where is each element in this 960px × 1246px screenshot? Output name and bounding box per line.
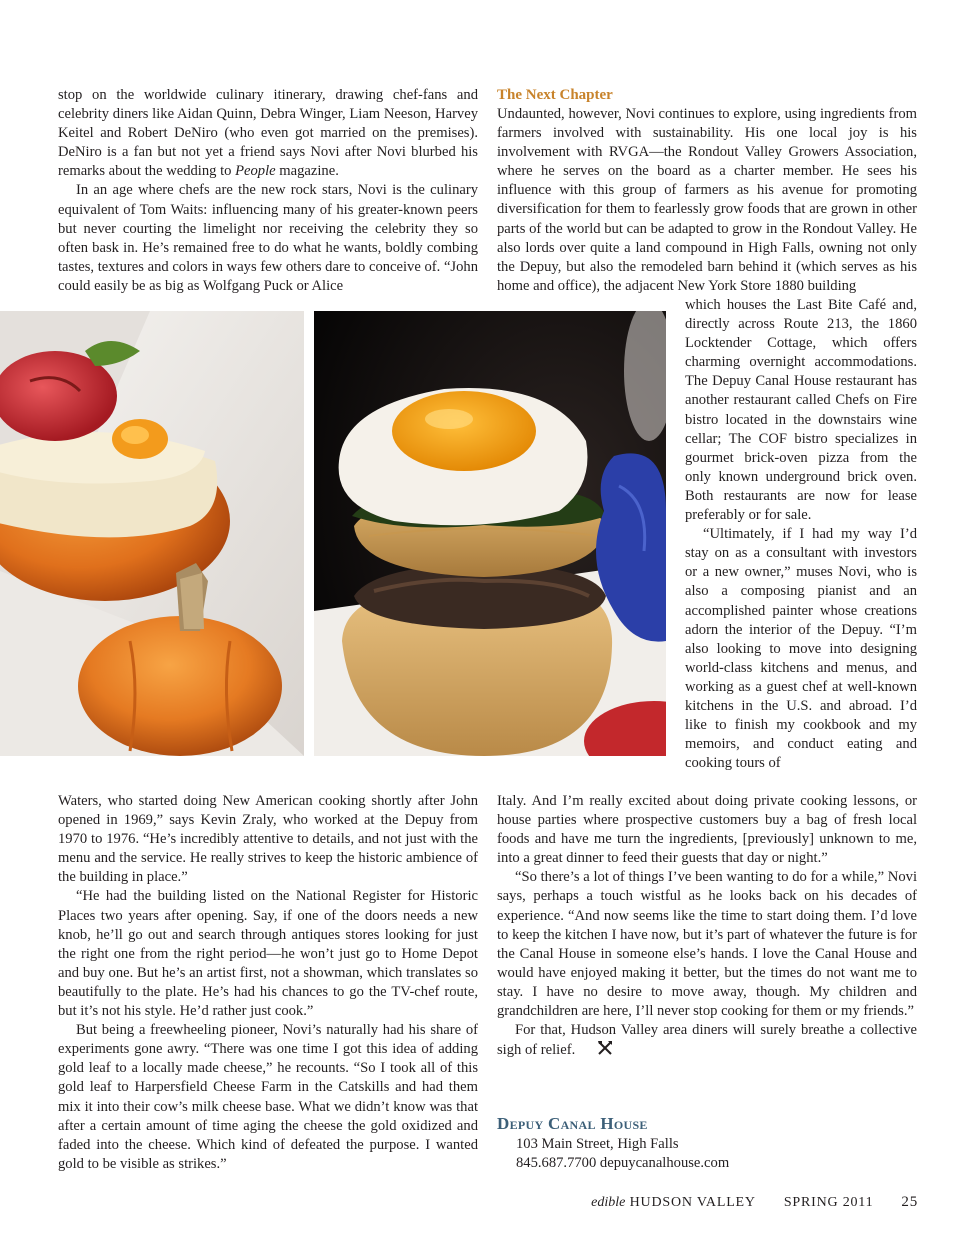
paragraph bbox=[497, 1021, 917, 1062]
paragraph-text: Waters, who started doing New American cooking shortly after John opened in 1969,” says Kevin Zraly, who worked at the Depuy from 1970 to 1976. “He’s incredibly attentive to details, and not just with the menu and the service. He really strives to keep the historic ambience of the building in place.” bbox=[58, 793, 478, 886]
paragraph bbox=[58, 887, 478, 1021]
paragraph: Undaunted, however, Novi continues to explore, using ingredients from farmers involved with sustainability. His one local joy is his involvement with RVGA—the Rondout Valley Growers Association, where he serves on the board as a charter member. He sees his influence with this group of farmers as his avenue for promoting diversification for them to fearlessly grow foods that are grown in other parts of the world but can be adapted to grow in the Rondout Valley. He also lords over quite a land compound in High Falls, owning not only the Depuy, but also the remodeled barn behind it (which serves as his home and office), the adjacent New York Store 1880 building bbox=[497, 106, 917, 294]
paragraph bbox=[685, 525, 917, 773]
footer-brand-name: HUDSON VALLEY bbox=[629, 1195, 756, 1210]
photo-egg-topped-burger bbox=[314, 311, 666, 756]
paragraph-text: But being a freewheeling pioneer, Novi’s naturally had his share of experiments gone awry. “There was one time I got this idea of adding gold leaf to a locally made cheese,” he recounts. “So I took all of this gold leaf to Harpersfield Cheese Farm in the Catskills and had them mix it into their cow’s milk cheese base. What we didn’t know was that after a certain amount of time aging the cheese the gold oxidized and faded into the cheese. Which kind of defeated the purpose. I wanted gold to be visible as strikes.” bbox=[58, 1022, 478, 1172]
paragraph-text: “So there’s a lot of things I’ve been wanting to do for a while,” Novi says, perhaps a touch wistful as he looks back on his decades of experience. “And now seems like the time to start doing them. I’d love to keep the kitchen I have now, but it’s part of whatever the future is for the Canal House in someone else’s hands. I love the Canal House and would have enjoyed making it better, but the times do not want me to stay. I have no desire to move away, though. My children and grandchildren are here, I’ll never stop cooking for them or my friends.” bbox=[497, 869, 917, 1020]
paragraph bbox=[58, 181, 478, 296]
paragraph bbox=[58, 1021, 478, 1174]
section-heading: The Next Chapter bbox=[497, 87, 613, 103]
paragraph bbox=[685, 296, 917, 525]
paragraph bbox=[497, 792, 917, 868]
footer-issue: SPRING 2011 bbox=[783, 1195, 874, 1210]
article-column-right-narrow bbox=[685, 296, 917, 773]
paragraph-text: stop on the worldwide culinary itinerary, drawing chef-fans and celebrity diners like Aidan Quinn, Debra Winger, Liam Neeson, Harvey Keitel and Robert DeNiro (who even got married on the premises). DeNiro is a fan but not yet a friend says Novi after Novi blurbed his remarks about the wedding to bbox=[58, 87, 478, 180]
paragraph-text: For that, Hudson Valley area diners will surely breathe a collective sigh of relief. bbox=[497, 1022, 917, 1059]
paragraph-text: which houses the Last Bite Café and, directly across Route 213, the 1860 Locktender Cottage, which offers charming overnight accommodations. The Depuy Canal House restaurant has another restaurant called Chefs on Fire bistro located in the downstairs wine cellar; The COF bistro specializes in gourmet brick-oven pizza from the only known underground brick oven. Both restaurants are now for lease preferably or for sale. bbox=[685, 297, 917, 524]
article-column-left-bottom bbox=[58, 792, 478, 1174]
paragraph-text: “He had the building listed on the National Register for Historic Places two years after opening. Say, if one of the doors needs a new knob, he’ll go out and search through antiques stores looking for just the right one from the right period—he won’t just go to Home Depot and buy one. But he’s an artist first, not a showman, which translates so beautifully to the plate. He’s had his chances to go the TV-chef route, but it’s not his style. He’d rather just cook.” bbox=[58, 888, 478, 1020]
footer-brand-edible: edible bbox=[591, 1195, 626, 1210]
paragraph-text: magazine. bbox=[275, 163, 339, 180]
paragraph bbox=[497, 868, 917, 1021]
article-column-right-top bbox=[497, 86, 917, 296]
paragraph-text: “Ultimately, if I had my way I’d stay on as a consultant with investors or a new owner,” muses Novi, who is also a composing pianist and an accomplished painter whose creations adorn the interior of the Depuy. “I’m also looking to move into designing world-class kitchens and menus, and working as a guest chef at well-known kitchens in the U.S. and abroad. I’d like to finish my cookbook and my memoirs, and conduct eating and cooking tours of bbox=[685, 526, 917, 772]
paragraph-text: In an age where chefs are the new rock stars, Novi is the culinary equivalent of Tom Waits: influencing many of his greater-known peers but never courting the limelight nor receiving the celebrity they so often bask in. He’s remained free to do what he wants, boldly combing tastes, textures and colors in ways few others dare to conceive of. “John could easily be as big as Wolfgang Puck or Alice bbox=[58, 182, 478, 294]
paragraph bbox=[58, 792, 478, 887]
fork-knife-icon bbox=[579, 1040, 613, 1062]
page-number: 25 bbox=[901, 1194, 918, 1210]
article-column-right-bottom bbox=[497, 792, 917, 1062]
photo-stuffed-pumpkins bbox=[0, 311, 304, 756]
contact-address: 103 Main Street, High Falls bbox=[516, 1136, 679, 1152]
paragraph-text: Italy. And I’m really excited about doing private cooking lessons, or house parties where prospective customers buy a bag of fresh local foods and have me turn the ingredients, [previously] unknown to me, into a great dinner to feed their guests that day or night.” bbox=[497, 793, 917, 867]
contact-name: Depuy Canal House bbox=[497, 1114, 648, 1133]
article-column-left-top bbox=[58, 86, 478, 296]
magazine-title: People bbox=[235, 163, 276, 180]
contact-info bbox=[497, 1113, 917, 1173]
page-footer bbox=[591, 1194, 918, 1211]
paragraph bbox=[58, 86, 478, 181]
contact-phone-website: 845.687.7700 depuycanalhouse.com bbox=[516, 1155, 730, 1172]
